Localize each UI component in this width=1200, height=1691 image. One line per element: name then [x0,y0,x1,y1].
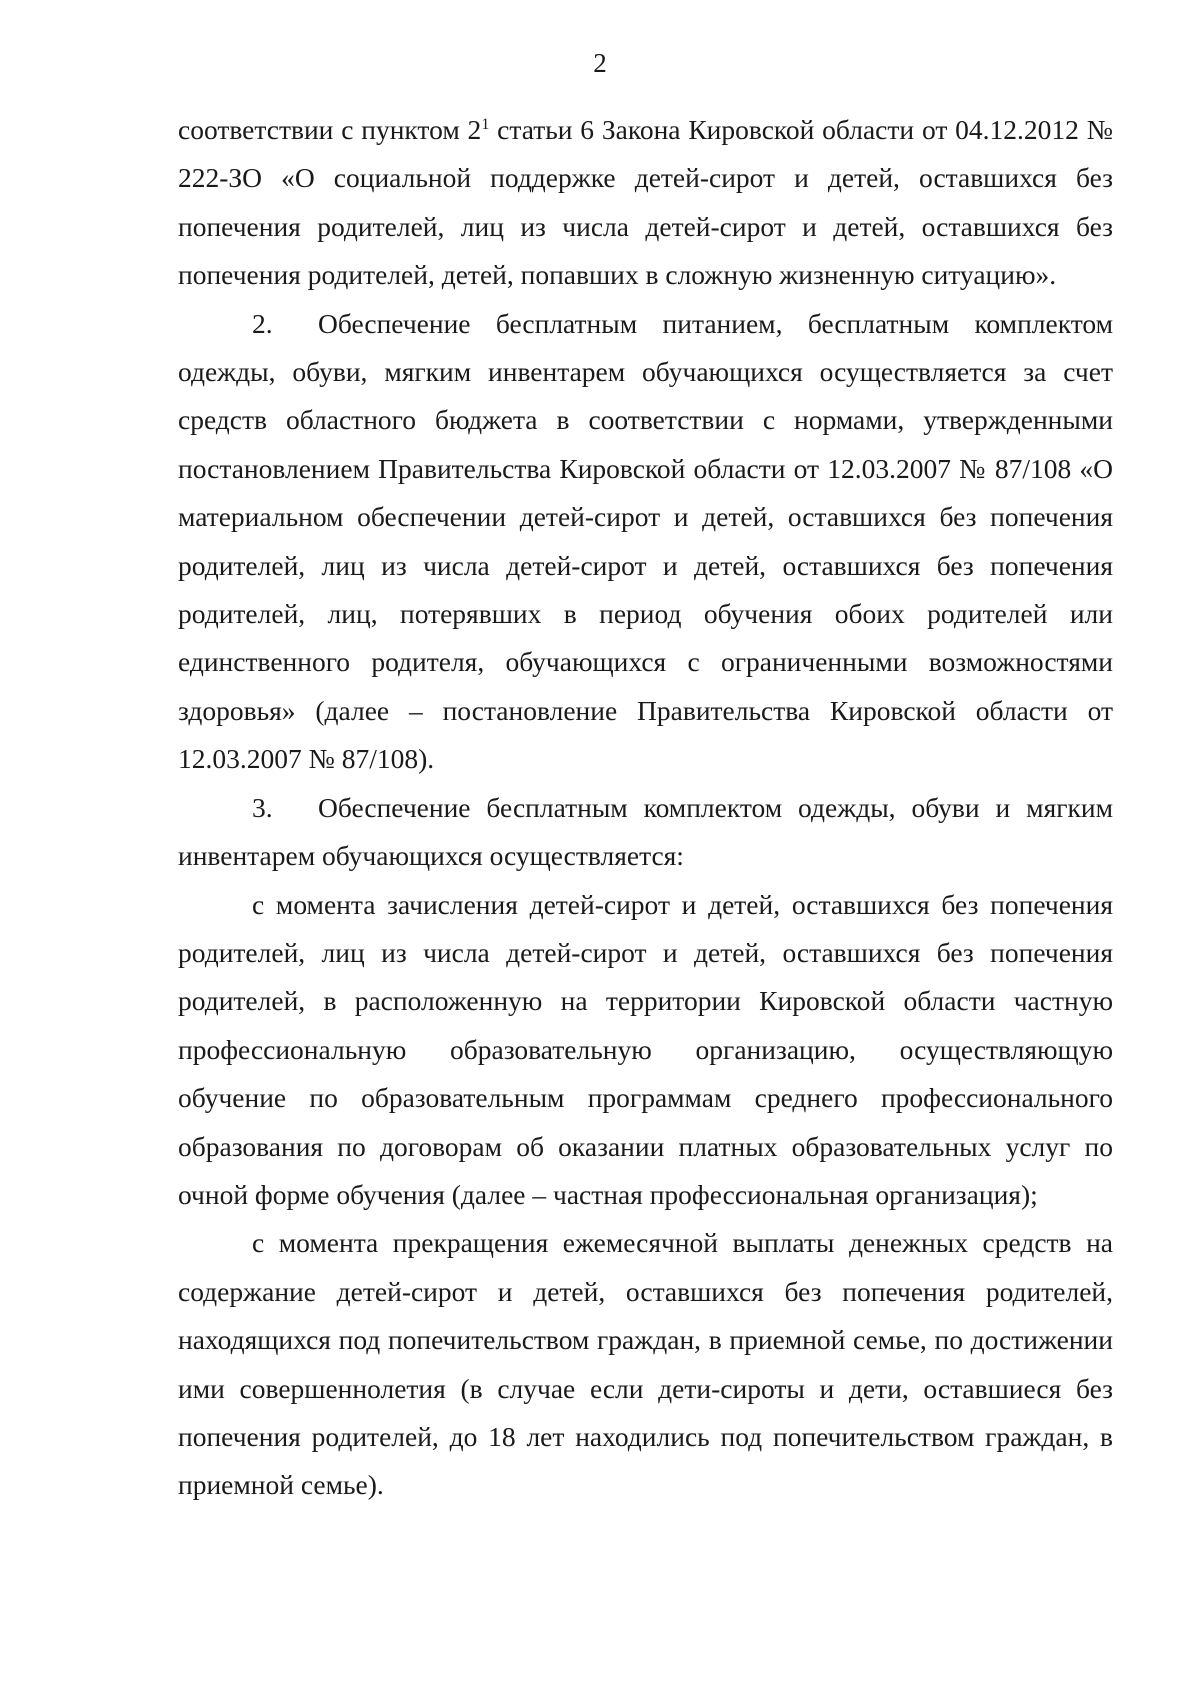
paragraph-text: Обеспечение бесплатным питанием, бесплатным комплектом одежды, обуви, мягким инвентарем обучающихся осуществляется за счет средств областного бюджета в соответствии с нормами, утвержденными постановлением Правительства Кировской области от 12.03.2007 № 87/108 «О материальном обеспечении детей-сирот и детей, оставшихся без попечения родителей, лиц из числа детей-сирот и детей, оставшихся без попечения родителей, лиц, потерявших в период обучения обоих родителей или единственного родителя, обучающихся с ограниченными возможностями здоровья» (далее – постановление Правительства Кировской области от 12.03.2007 № 87/108). [178,307,1113,775]
superscript: 1 [481,115,490,133]
paragraph-3 [178,784,1113,881]
paragraph-2 [178,300,1113,784]
page-number: 2 [593,48,607,78]
paragraph-text: статьи 6 Закона Кировской области от 04.12.2012 № 222-ЗО «О социальной поддержке детей-сирот и детей, оставшихся без попечения родителей, лиц из числа детей-сирот и детей, оставшихся без попечения родителей, детей, попавших в сложную жизненную ситуацию». [178,114,1113,291]
paragraph-number: 3. [252,791,273,823]
document-body [178,106,1113,1510]
paragraph-continuation [178,106,1113,300]
paragraph-text: соответствии с пунктом 2 [178,114,482,145]
paragraph-enrollment: с момента зачисления детей-сирот и детей, оставшихся без попечения родителей, лиц из числа детей-сирот и детей, оставшихся без попечения родителей, в расположенную на территории Кировской области частную профессиональную образовательную организацию, осуществляющую обучение по образовательным программам среднего профессионального образования по договорам об оказании платных образовательных услуг по очной форме обучения (далее – частная профессиональная организация); [178,888,1113,1210]
paragraph-text: Обеспечение бесплатным комплектом одежды, обуви и мягким инвентарем обучающихся осуществляется: [178,791,1113,872]
paragraph-payment-termination: с момента прекращения ежемесячной выплаты денежных средств на содержание детей-сирот и детей, оставшихся без попечения родителей, находящихся под попечительством граждан, в приемной семье, по достижении ими совершеннолетия (в случае если дети-сироты и дети, оставшиеся без попечения родителей, до 18 лет находились под попечительством граждан, в приемной семье). [178,1227,1113,1501]
paragraph-number: 2. [252,307,273,339]
